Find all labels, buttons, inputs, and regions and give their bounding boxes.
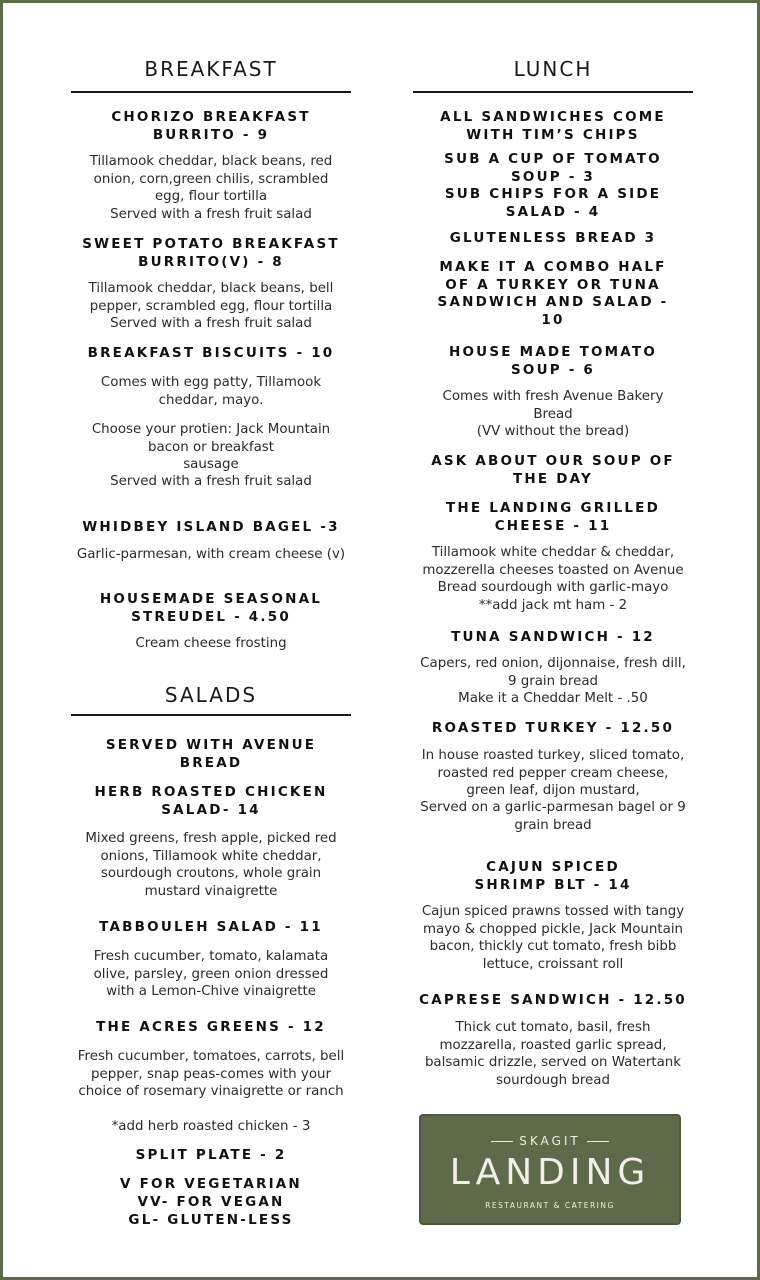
sub-tomato-soup: SUB A CUP OF TOMATO SOUP - 3	[444, 151, 662, 185]
cajun-shrimp-blt-desc: Cajun spiced prawns tossed with tangy mayo & chopped pickle, Jack Mountain bacon, thickly cut tomato, fresh bibb lettuce, croissant roll	[421, 904, 685, 972]
sub-side-salad: SUB CHIPS FOR A SIDE SALAD - 4	[444, 186, 662, 220]
roasted-turkey-name: ROASTED TURKEY - 12.50	[431, 720, 675, 736]
breakfast-divider	[71, 91, 351, 93]
caprese-sandwich-name: CAPRESE SANDWICH - 12.50	[419, 992, 687, 1008]
logo-top-text: SKAGIT	[519, 1134, 581, 1148]
breakfast-title: BREAKFAST	[144, 57, 278, 81]
tuna-sandwich-desc: Capers, red onion, dijonnaise, fresh dill, 9 grain bread	[420, 656, 686, 689]
breakfast-biscuits-protein-2: sausage	[183, 457, 239, 472]
sweet-potato-burrito-served: Served with a fresh fruit salad	[110, 316, 312, 331]
breakfast-biscuits-protein: Choose your protien: Jack Mountain bacon or breakfast	[91, 422, 331, 455]
acres-greens-desc: Fresh cucumber, tomatoes, carrots, bell pepper, snap peas-comes with your choice of rosemary vinaigrette or ranch	[77, 1049, 345, 1100]
served-with-bread: SERVED WITH AVENUE BREAD	[105, 737, 317, 771]
logo-line-right	[587, 1141, 609, 1142]
glutenless-bread: GLUTENLESS BREAD 3	[449, 230, 657, 246]
streudel-desc: Cream cheese frosting	[135, 636, 287, 651]
soup-of-the-day: ASK ABOUT OUR SOUP OF THE DAY	[431, 453, 675, 487]
herb-chicken-salad-desc: Mixed greens, fresh apple, picked red onions, Tillamook white cheddar, sourdough croutons, whole grain mustard vinaigrette	[85, 831, 337, 899]
grilled-cheese-desc: Tillamook white cheddar & cheddar, mozzerella cheeses toasted on Avenue Bread sourdough with garlic-mayo	[422, 545, 684, 596]
tomato-soup-name: HOUSE MADE TOMATO SOUP - 6	[449, 344, 657, 378]
breakfast-biscuits-name: BREAKFAST BISCUITS - 10	[87, 345, 335, 361]
salads-divider	[71, 714, 351, 716]
tuna-sandwich-name: TUNA SANDWICH - 12	[451, 629, 655, 645]
tabbouleh-salad-desc: Fresh cucumber, tomato, kalamata olive, parsley, green onion dressed with a Lemon-Chive vinaigrette	[93, 949, 329, 1000]
lunch-divider	[413, 91, 693, 93]
sweet-potato-burrito-desc: Tillamook cheddar, black beans, bell pepper, scrambled egg, flour tortilla	[88, 281, 334, 314]
tomato-soup-vv: (VV without the bread)	[476, 424, 630, 439]
bagel-desc: Garlic-parmesan, with cream cheese (v)	[76, 547, 346, 562]
combo-offer: MAKE IT A COMBO HALF OF A TURKEY OR TUNA SANDWICH AND SALAD - 10	[437, 259, 669, 328]
legend-gluten-less: GL- GLUTEN-LESS	[128, 1212, 294, 1228]
bagel-name: WHIDBEY ISLAND BAGEL -3	[82, 519, 340, 535]
breakfast-biscuits-desc: Comes with egg patty, Tillamook cheddar, mayo.	[100, 375, 322, 408]
grilled-cheese-name: THE LANDING GRILLED CHEESE - 11	[445, 500, 661, 534]
sandwich-chips-note: ALL SANDWICHES COME WITH TIM’S CHIPS	[440, 109, 666, 143]
legend-vegetarian: V FOR VEGETARIAN	[120, 1176, 302, 1192]
cajun-shrimp-blt-name: CAJUN SPICED SHRIMP BLT - 14	[474, 859, 632, 893]
caprese-sandwich-desc: Thick cut tomato, basil, fresh mozzarella, roasted garlic spread, balsamic drizzle, served on Watertank sourdough bread	[424, 1020, 682, 1088]
roasted-turkey-desc: In house roasted turkey, sliced tomato, roasted red pepper cream cheese, green leaf, dijon mustard,	[421, 748, 685, 799]
herb-chicken-salad-name: HERB ROASTED CHICKEN SALAD- 14	[94, 784, 328, 818]
tabbouleh-salad-name: TABBOULEH SALAD - 11	[99, 919, 323, 935]
split-plate: SPLIT PLATE - 2	[135, 1147, 287, 1163]
roasted-turkey-served: Served on a garlic-parmesan bagel or 9 grain bread	[420, 800, 686, 833]
acres-greens-name: THE ACRES GREENS - 12	[96, 1019, 326, 1035]
streudel-name: HOUSEMADE SEASONAL STREUDEL - 4.50	[99, 591, 323, 625]
skagit-landing-logo	[419, 1114, 681, 1225]
logo-line-left	[491, 1141, 513, 1142]
breakfast-biscuits-served: Served with a fresh fruit salad	[110, 474, 312, 489]
acres-greens-add: *add herb roasted chicken - 3	[111, 1119, 311, 1134]
tuna-cheddar-melt: Make it a Cheddar Melt - .50	[458, 691, 648, 706]
grilled-cheese-add: **add jack mt ham - 2	[478, 598, 628, 613]
sweet-potato-burrito-name: SWEET POTATO BREAKFAST BURRITO(V) - 8	[82, 236, 340, 270]
lunch-title: LUNCH	[513, 57, 593, 81]
salads-title: SALADS	[164, 683, 258, 707]
logo-main-text: LANDING	[449, 1152, 651, 1193]
legend-vegan: VV- FOR VEGAN	[137, 1194, 285, 1210]
chorizo-burrito-name: CHORIZO BREAKFAST BURRITO - 9	[111, 109, 311, 143]
chorizo-burrito-served: Served with a fresh fruit salad	[110, 207, 312, 222]
tomato-soup-desc: Comes with fresh Avenue Bakery Bread	[442, 389, 664, 422]
logo-sub-text: RESTAURANT & CATERING	[485, 1201, 615, 1210]
chorizo-burrito-desc: Tillamook cheddar, black beans, red onion, corn,green chilis, scrambled egg, flour tortilla	[89, 154, 333, 205]
